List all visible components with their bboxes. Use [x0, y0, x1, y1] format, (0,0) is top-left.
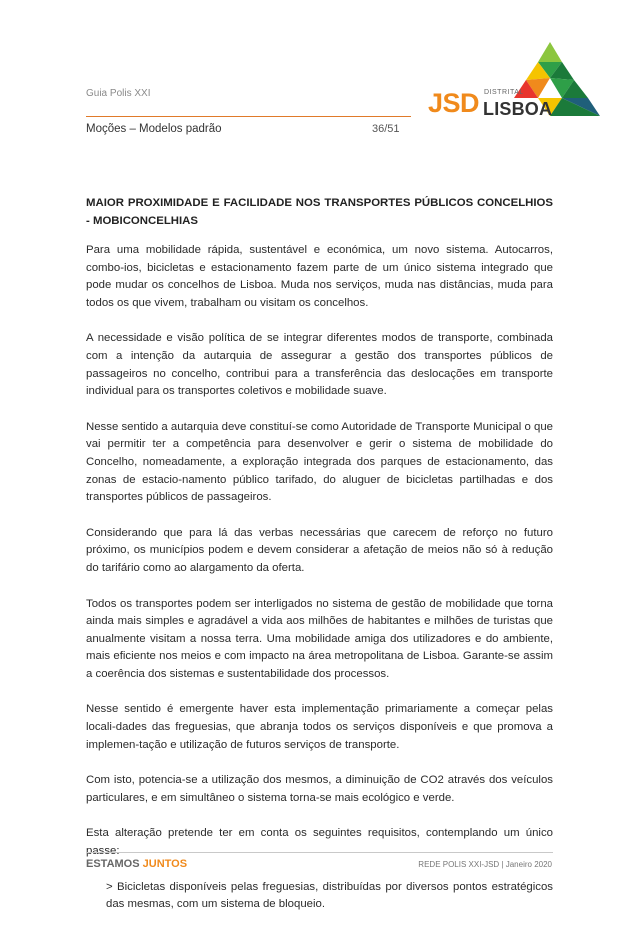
footer-slogan-part2: JUNTOS [142, 858, 188, 870]
paragraph: Considerando que para lá das verbas necessárias que carecem de reforço no futuro próximo, os municípios podem e devem considerar a afetação de meios não só à redução do tarifário como ao alargamento da oferta. [86, 526, 553, 574]
footer-slogan-part1: ESTAMOS [86, 858, 143, 870]
logo-city: LISBOA [483, 99, 553, 119]
logo-brand: JSD [428, 88, 480, 118]
bullet-item: > Bicicletas disponíveis pelas freguesias, distribuídas por diversos pontos estratégicos das mesmas, com um sistema de bloqueio. [106, 880, 553, 911]
page-number: 36/51 [372, 123, 400, 135]
footer-reference: REDE POLIS XXI-JSD | Janeiro 2020 [418, 860, 552, 869]
footer-slogan [86, 858, 187, 870]
guide-title: Guia Polis XXI [86, 88, 151, 99]
paragraph: Nesse sentido é emergente haver esta implementação primariamente a começar pelas locali-dades das freguesias, que abranja todos os serviços disponíveis e que promova a implemen-tação e utilização de futuros serviços de transporte. [86, 703, 553, 751]
header-divider [86, 116, 411, 117]
paragraph: A necessidade e visão política de se integrar diferentes modos de transporte, combinada com a intenção da autarquia de assegurar a gestão dos transportes públicos de passageiros no concelho, contribui para a transferência das deslocações em transporte individual para os transportes coletivos e mobilidade suave. [86, 332, 553, 398]
logo-district-label: DISTRITAL [484, 89, 524, 96]
paragraph: Para uma mobilidade rápida, sustentável e económica, um novo sistema. Autocarros, combo-ios, bicicletas e estacionamento fazem parte de um único sistema integrado que pode mudar os concelhos de Lisboa. Muda nos serviços, muda nas distâncias, muda para todos os que vivem, trabalham ou visitam os concelhos. [86, 244, 553, 309]
article-heading: MAIOR PROXIMIDADE E FACILIDADE NOS TRANSPORTES PÚBLICOS CONCELHIOS - MOBICONCELHIAS [86, 197, 553, 227]
jsd-lisboa-logo [428, 40, 603, 122]
footer-divider [86, 852, 553, 853]
paragraph: Nesse sentido a autarquia deve constituí-se como Autoridade de Transporte Municipal o que vai permitir ter a competência para desenvolver e gerir o sistema de mobilidade do Concelho, nomeadamente, a exploração integrada dos parques de estacionamento, das zonas de estacio-namento público tarifado, do aluguer de bicicletas partilhadas e dos transportes públicos de passageiros. [86, 420, 553, 504]
article [86, 194, 553, 932]
section-title: Moções – Modelos padrão [86, 123, 222, 135]
paragraph: Com isto, potencia-se a utilização dos mesmos, a diminuição de CO2 através dos veículos particulares, e em simultâneo o sistema torna-se mais ecológico e verde. [86, 774, 553, 804]
paragraph: Todos os transportes podem ser interligados no sistema de gestão de mobilidade que torna ainda mais simples e agradável a vida aos milhões de habitantes e milhões de turistas que anualmente visitam a nossa terra. Uma mobilidade amiga dos utilizadores e do ambiente, mais eficiente nos meios e com impacto na área metropolitana de Lisboa. Garante-se assim a coerência dos sistemas e sustentabilidade dos processos. [86, 597, 553, 680]
paragraph: Esta alteração pretende ter em conta os seguintes requisitos, contemplando um único [86, 827, 553, 840]
